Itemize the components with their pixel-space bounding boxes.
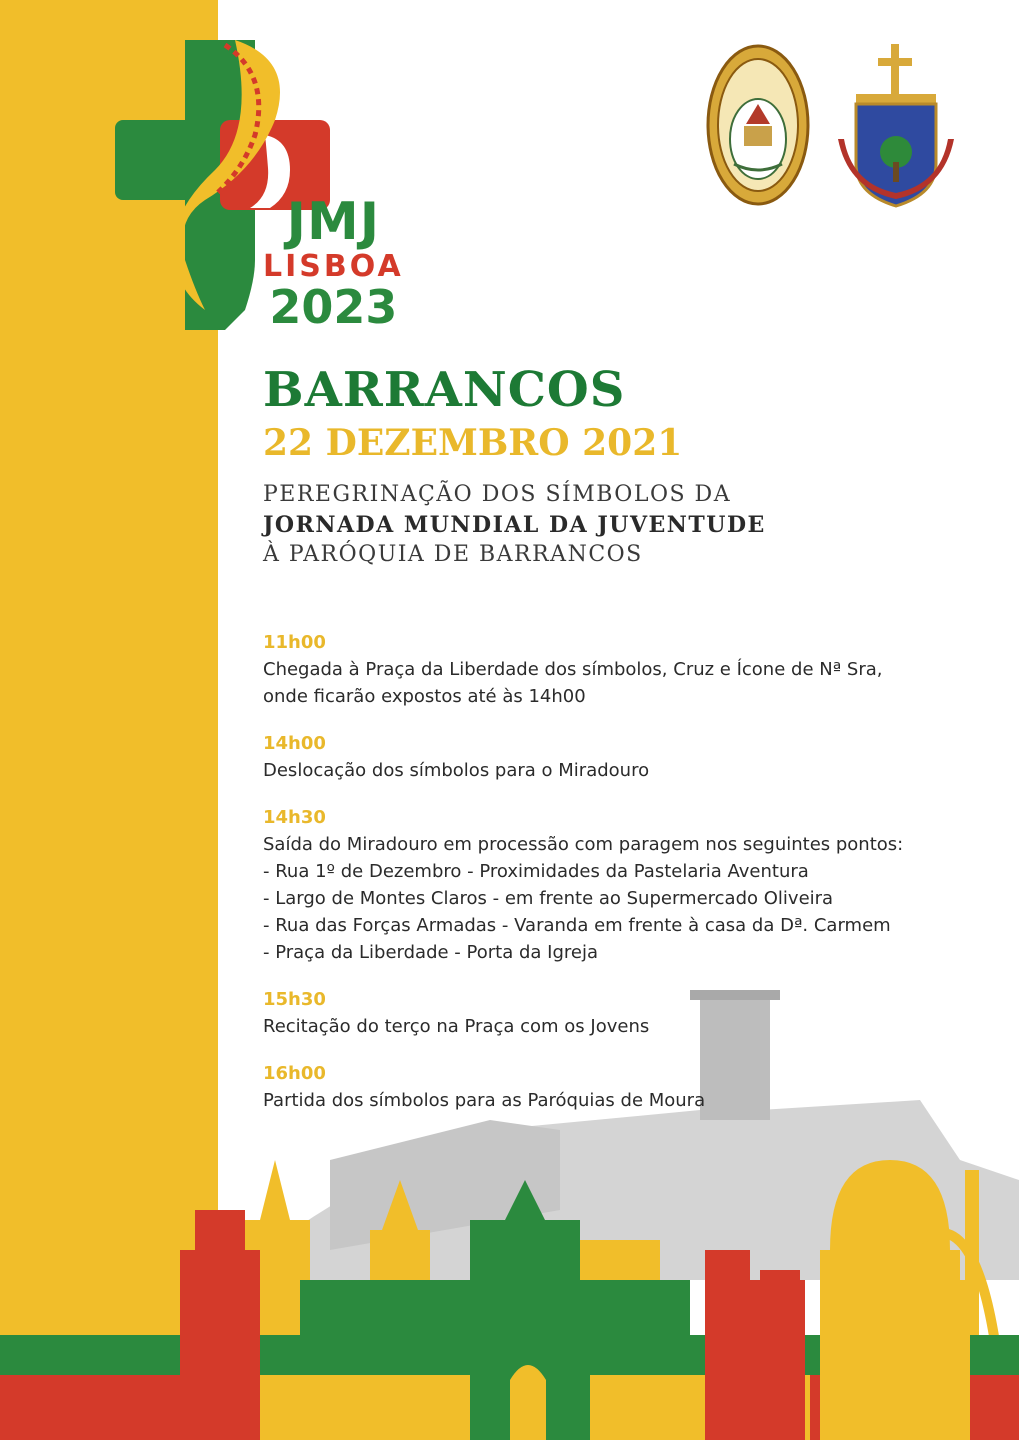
schedule-list [263, 630, 983, 1135]
schedule-line: Chegada à Praça da Liberdade dos símbolos, Cruz e Ícone de Nª Sra, [263, 659, 883, 680]
schedule-line: Deslocação dos símbolos para o Miradouro [263, 760, 650, 781]
logo-jmj: JMJ [286, 192, 381, 252]
jmj-logo-wordmark [263, 192, 404, 334]
schedule-line: - Rua das Forças Armadas - Varanda em frente à casa da Dª. Carmem [263, 915, 891, 936]
logo-city: LISBOA [263, 249, 404, 284]
schedule-time: 16h00 [263, 1063, 326, 1084]
schedule-time: 11h00 [263, 632, 326, 653]
schedule-item [263, 630, 983, 710]
parish-seal-icon [836, 44, 954, 212]
page-title: BARRANCOS [263, 362, 626, 418]
event-subtitle [263, 480, 766, 570]
schedule-line: Recitação do terço na Praça com os Jovens [263, 1016, 650, 1037]
subtitle-line-1: PEREGRINAÇÃO DOS SÍMBOLOS DA [263, 482, 732, 507]
schedule-item [263, 987, 983, 1040]
schedule-item [263, 805, 983, 966]
subtitle-line-3: À PARÓQUIA DE BARRANCOS [263, 542, 643, 567]
schedule-line: - Praça da Liberdade - Porta da Igreja [263, 942, 598, 963]
schedule-item [263, 731, 983, 784]
schedule-line: onde ficarão expostos até às 14h00 [263, 686, 586, 707]
schedule-time: 14h00 [263, 733, 326, 754]
schedule-time: 15h30 [263, 989, 326, 1010]
schedule-time: 14h30 [263, 807, 326, 828]
schedule-line: Saída do Miradouro em processão com paragem nos seguintes pontos: [263, 834, 904, 855]
event-date: 22 DEZEMBRO 2021 [263, 422, 683, 464]
schedule-line: - Largo de Montes Claros - em frente ao Supermercado Oliveira [263, 888, 834, 909]
schedule-item [263, 1061, 983, 1114]
subtitle-line-2: JORNADA MUNDIAL DA JUVENTUDE [263, 512, 766, 538]
schedule-line: Partida dos símbolos para as Paróquias de Moura [263, 1090, 706, 1111]
schedule-line: - Rua 1º de Dezembro - Proximidades da Pastelaria Aventura [263, 861, 809, 882]
diocese-seal-icon [706, 44, 810, 206]
logo-year: 2023 [269, 280, 398, 334]
